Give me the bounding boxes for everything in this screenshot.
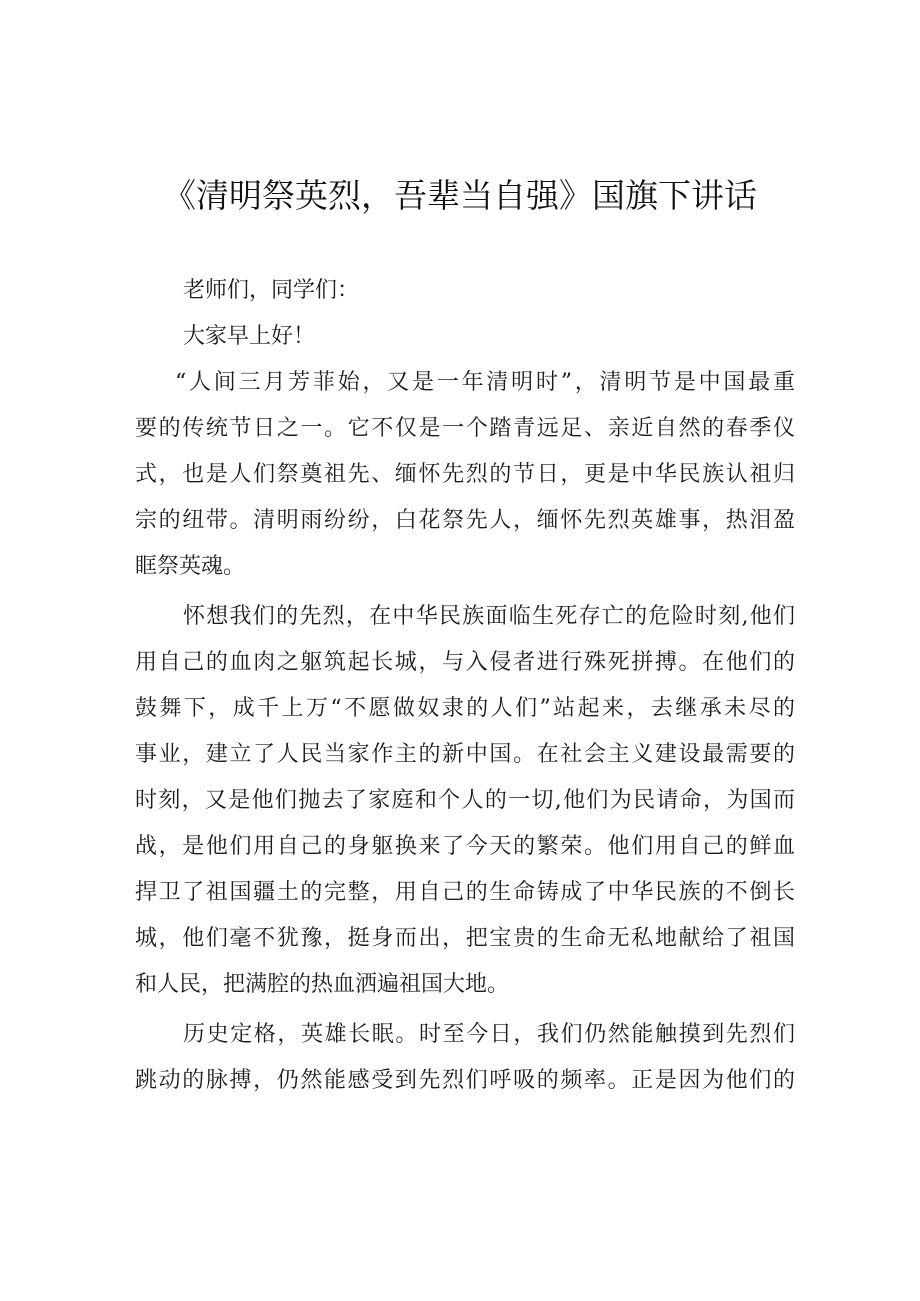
paragraph-line: 式，也是人们祭奠祖先、缅怀先烈的节日，更是中华民族认祖归 [135, 462, 795, 487]
paragraph-line: 鼓舞下，成千上万“不愿做奴隶的人们”站起来，去继承未尽的 [135, 696, 795, 721]
greeting: 大家早上好！ [183, 324, 316, 349]
paragraph-line: 历史定格，英雄长眠。时至今日，我们仍然能触摸到先烈们 [183, 1022, 795, 1047]
paragraph-line: 用自己的血肉之躯筑起长城，与入侵者进行殊死拼搏。在他们的 [135, 650, 795, 675]
paragraph-1 [135, 360, 795, 590]
paragraph-line: 眶祭英魂。 [135, 554, 246, 579]
salutation: 老师们，同学们： [183, 278, 360, 303]
paragraph-3 [135, 1012, 795, 1104]
paragraph-line: 怀想我们的先烈，在中华民族面临生死存亡的危险时刻,他们 [183, 604, 795, 629]
paragraph-line: 宗的纽带。清明雨纷纷，白花祭先人，缅怀先烈英雄事，热泪盈 [135, 508, 795, 533]
paragraph-line: 城，他们毫不犹豫，挺身而出，把宝贵的生命无私地献给了祖国 [135, 926, 795, 951]
paragraph-line: 跳动的脉搏，仍然能感受到先烈们呼吸的频率。正是因为他们的 [135, 1068, 795, 1093]
paragraph-line: 要的传统节日之一。它不仅是一个踏青远足、亲近自然的春季仪 [135, 416, 795, 441]
paragraph-line: 战，是他们用自己的身躯换来了今天的繁荣。他们用自己的鲜血 [135, 834, 795, 859]
paragraph-line: 捍卫了祖国疆土的完整，用自己的生命铸成了中华民族的不倒长 [135, 880, 795, 905]
document-title: 《清明祭英烈，吾辈当自强》国旗下讲话 [163, 176, 757, 215]
paragraph-line: 事业，建立了人民当家作主的新中国。在社会主义建设最需要的 [135, 742, 795, 767]
paragraph-2 [135, 594, 795, 1008]
paragraph-line: 时刻，又是他们抛去了家庭和个人的一切,他们为民请命，为国而 [135, 788, 795, 813]
paragraph-line: 和人民，把满腔的热血洒遍祖国大地。 [135, 972, 510, 997]
paragraph-line: “人间三月芳菲始，又是一年清明时”，清明节是中国最重 [175, 370, 795, 395]
document-body [135, 268, 795, 1104]
